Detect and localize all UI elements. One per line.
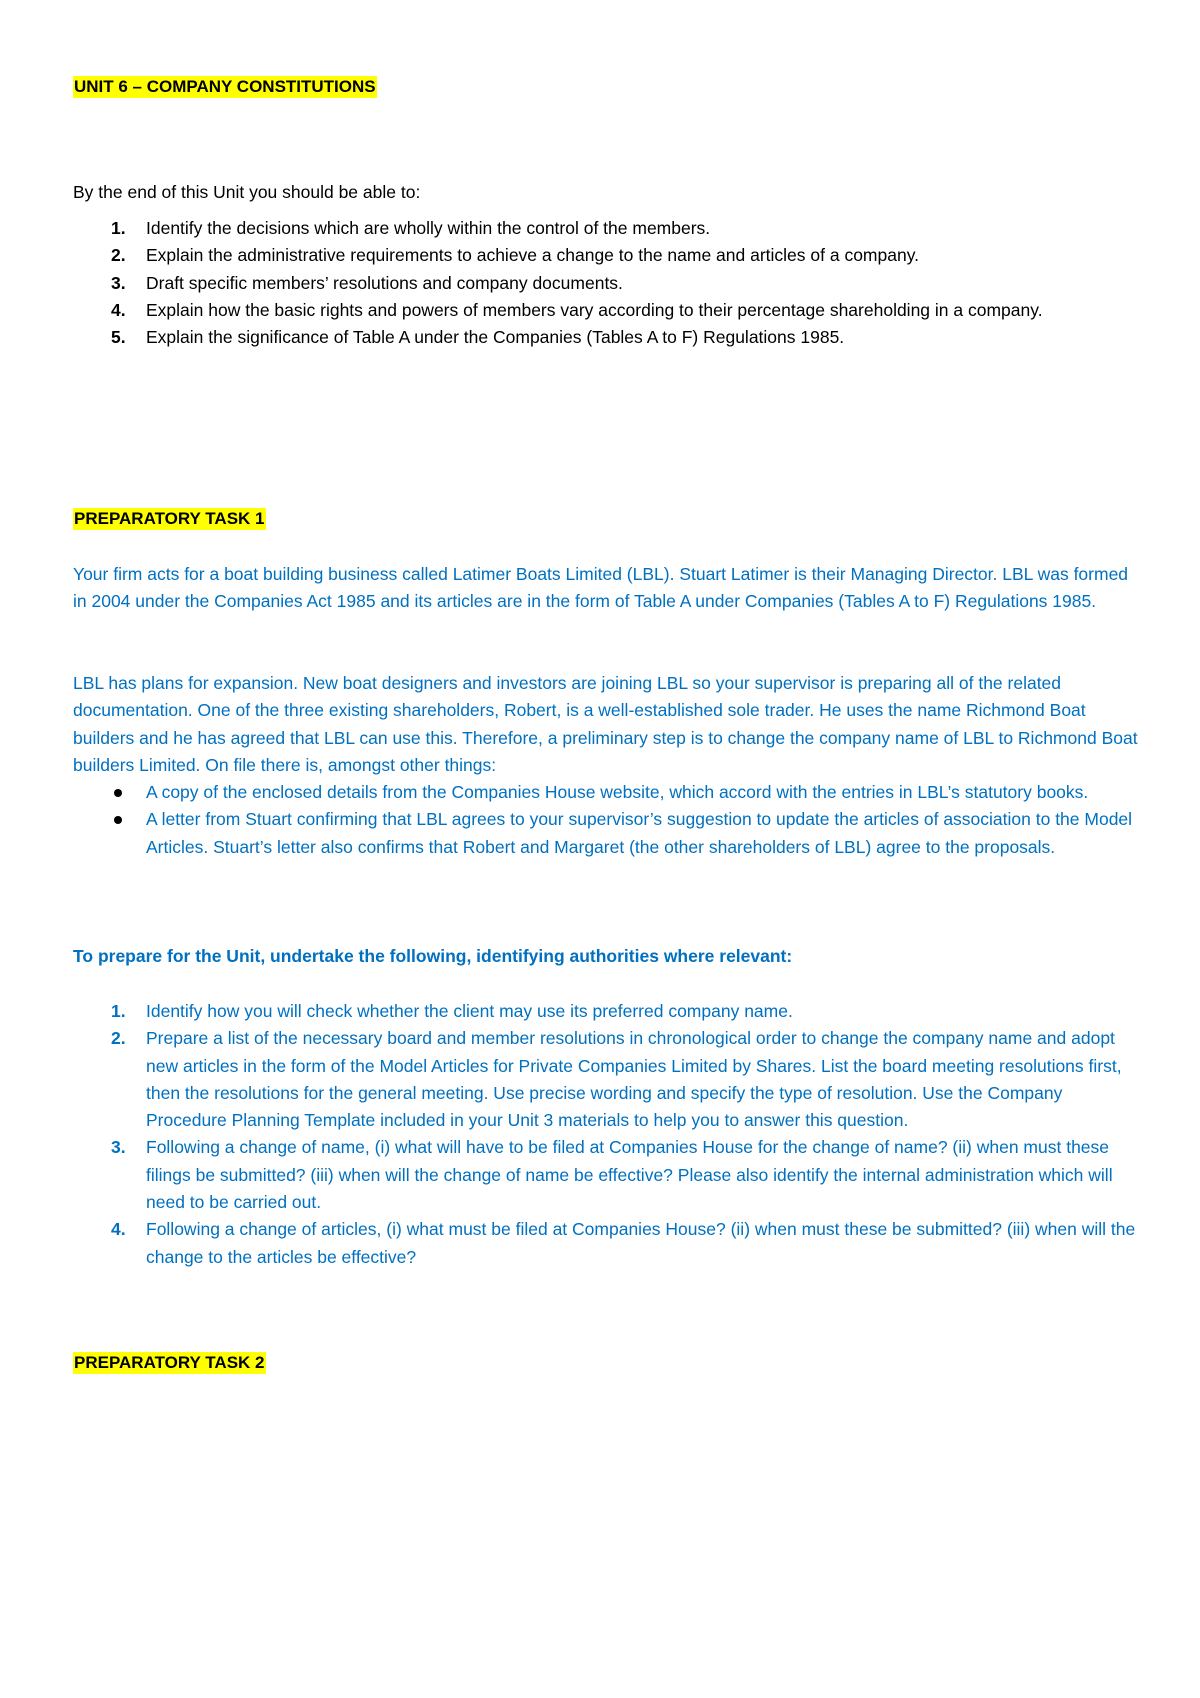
- task1-para2-block: [73, 670, 1138, 861]
- list-item-text: Identify how you will check whether the client may use its preferred company name.: [146, 1001, 793, 1021]
- list-number: 2.: [111, 245, 126, 266]
- list-item: [73, 779, 1138, 806]
- task1-paragraph-2: LBL has plans for expansion. New boat designers and investors are joining LBL so your supervisor is preparing all of the related documentation. One of the three existing shareholders, Robert, is a well-established sole trader. He uses the name Richmond Boat builders and he has agreed that LBL can use this. Therefore, a preliminary step is to change the company name of LBL to Richmond Boat builders Limited. On file there is, amongst other things:: [73, 673, 1138, 775]
- task2-heading: PREPARATORY TASK 2: [74, 1353, 265, 1372]
- list-item-text: Explain how the basic rights and powers of members vary according to their percentage shareholding in a company.: [146, 299, 1043, 320]
- task1-instruction-block: [73, 943, 1138, 970]
- list-item: [73, 242, 1138, 269]
- task1-para1-block: [73, 561, 1138, 616]
- task1-heading: PREPARATORY TASK 1: [74, 509, 265, 528]
- intro-text: By the end of this Unit you should be able to:: [73, 182, 421, 202]
- task1-bullet-list: [73, 779, 1138, 861]
- list-number: 3.: [111, 1137, 126, 1158]
- list-number: 1.: [111, 1001, 126, 1021]
- task1-questions-list: [73, 998, 1138, 1271]
- list-item: [73, 1025, 1138, 1134]
- list-item-text: Explain the significance of Table A under the Companies (Tables A to F) Regulations 1985.: [146, 327, 845, 348]
- task1-questions-block: [73, 998, 1138, 1271]
- list-item-text: Prepare a list of the necessary board and member resolutions in chronological order to change the company name and adopt new articles in the form of the Model Articles for Private Companies Limited by Shares. List the board meeting resolutions first, then the resolutions for the general meeting. Use precise wording and specify the type of resolution. Use the Company Procedure Planning Template included in your Unit 3 materials to help you to answer this question.: [146, 1028, 1122, 1131]
- list-item: [73, 1134, 1138, 1216]
- list-number: 5.: [111, 327, 126, 348]
- list-item-text: Draft specific members’ resolutions and company documents.: [146, 272, 623, 293]
- bullet-icon: [114, 789, 122, 797]
- unit-heading: UNIT 6 – COMPANY CONSTITUTIONS: [74, 77, 376, 96]
- task1-paragraph-1: Your firm acts for a boat building business called Latimer Boats Limited (LBL). Stuart Latimer is their Managing Director. LBL was formed in 2004 under the Companies Act 1985 and its articles are in the form of Table A under Companies (Tables A to F) Regulations 1985.: [73, 564, 1129, 612]
- list-item-text: A copy of the enclosed details from the Companies House website, which accord with the entries in LBL’s statutory books.: [146, 782, 1089, 803]
- list-number: 2.: [111, 1028, 126, 1049]
- list-item: [73, 270, 1138, 297]
- list-item: [73, 998, 1138, 1025]
- list-item: [73, 806, 1138, 861]
- list-number: 1.: [111, 218, 126, 238]
- list-item: [73, 1216, 1138, 1271]
- list-item-text: Following a change of name, (i) what will have to be filed at Companies House for the change of name? (ii) when must these filings be submitted? (iii) when will the change of name be effective? Please also identify the internal administration which will need to be carried out.: [146, 1137, 1113, 1213]
- outcomes-list: [73, 215, 1138, 351]
- list-number: 4.: [111, 299, 126, 320]
- list-item: [73, 215, 1138, 242]
- list-item-text: Explain the administrative requirements to achieve a change to the name and articles of a company.: [146, 245, 920, 266]
- outcomes-block: [73, 215, 1138, 351]
- list-number: 3.: [111, 272, 126, 293]
- task2-heading-block: [73, 1352, 1138, 1374]
- intro-block: [73, 179, 1138, 206]
- list-item-text: A letter from Stuart confirming that LBL agrees to your supervisor’s suggestion to update the articles of association to the Model Articles. Stuart’s letter also confirms that Robert and Margaret (the other shareholders of LBL) agree to the proposals.: [146, 809, 1133, 857]
- task1-heading-block: [73, 508, 1138, 530]
- task1-instruction: To prepare for the Unit, undertake the following, identifying authorities where relevant:: [73, 946, 793, 966]
- bullet-icon: [114, 816, 122, 824]
- list-item-text: Following a change of articles, (i) what must be filed at Companies House? (ii) when must these be submitted? (iii) when will the change to the articles be effective?: [146, 1219, 1136, 1267]
- unit-heading-block: [73, 76, 1138, 98]
- list-item: [73, 297, 1138, 324]
- list-item-text: Identify the decisions which are wholly within the control of the members.: [146, 218, 711, 238]
- list-number: 4.: [111, 1219, 126, 1240]
- list-item: [73, 324, 1138, 351]
